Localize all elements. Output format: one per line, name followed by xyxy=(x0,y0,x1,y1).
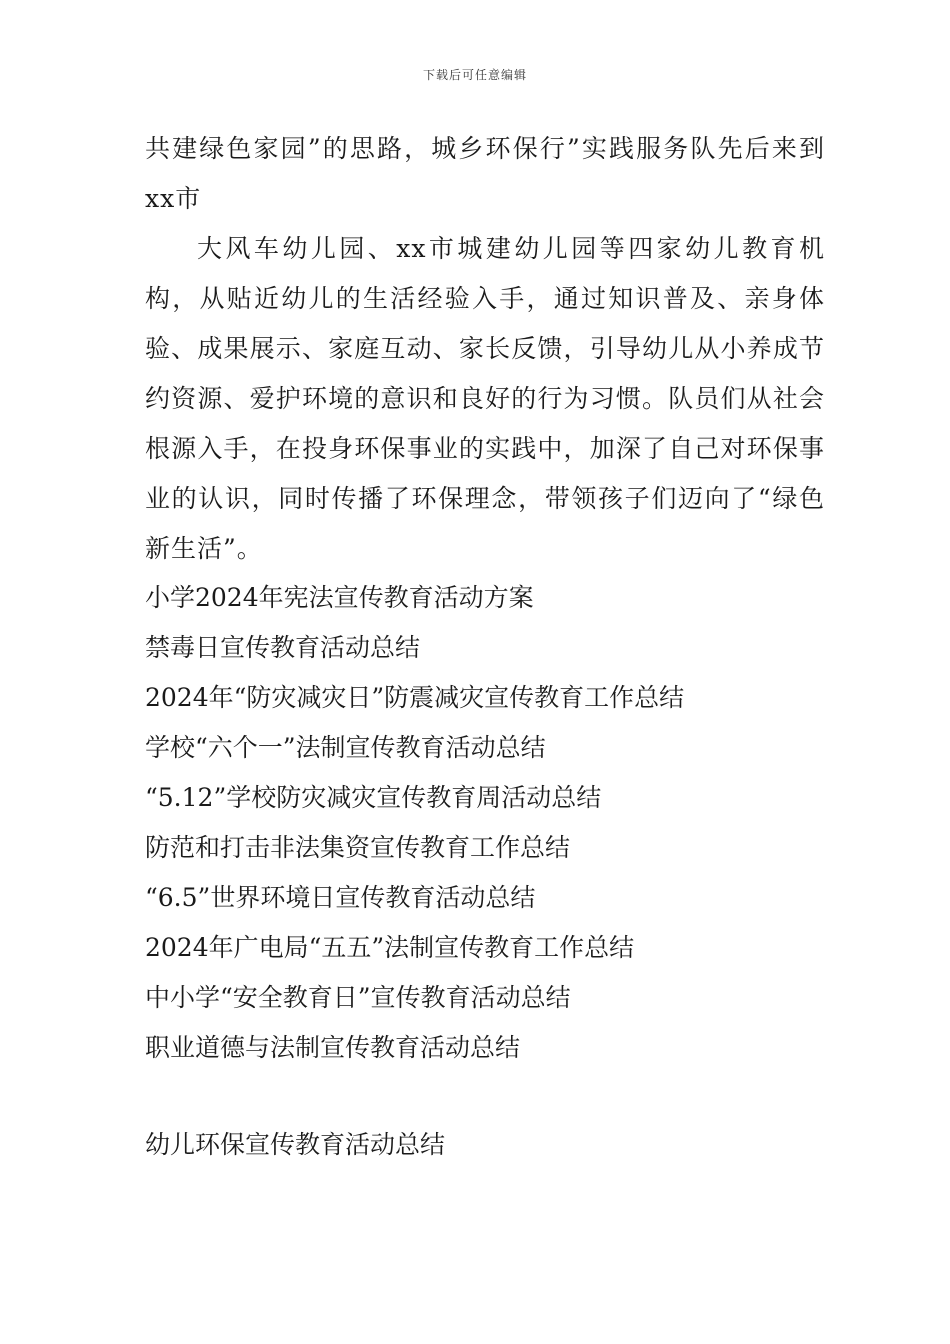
related-link[interactable]: 小学2024年宪法宣传教育活动方案 xyxy=(145,583,534,612)
related-link[interactable]: 学校“六个一”法制宣传教育活动总结 xyxy=(145,733,546,762)
related-link[interactable]: 2024年“防灾减灾日”防震减灾宣传教育工作总结 xyxy=(145,683,685,712)
related-links-list xyxy=(145,573,825,1073)
related-link[interactable]: “6.5”世界环境日宣传教育活动总结 xyxy=(145,883,536,912)
related-link[interactable]: “5.12”学校防灾减灾宣传教育周活动总结 xyxy=(145,783,602,812)
document-title: 幼儿环保宣传教育活动总结 xyxy=(145,1130,446,1159)
paragraph-1: 共建绿色家园”的思路，城乡环保行”实践服务队先后来到xx市 xyxy=(145,134,825,213)
paragraph-2: 大风车幼儿园、xx市城建幼儿园等四家幼儿教育机构，从贴近幼儿的生活经验入手，通过知识普及、亲身体验、成果展示、家庭互动、家长反馈，引导幼儿从小养成节约资源、爱护环境的意识和良好的行为习惯。队员们从社会根源入手，在投身环保事业的实践中，加深了自己对环保事业的认识，同时传播了环保理念，带领孩子们迈向了“绿色新生活”。 xyxy=(145,234,825,563)
related-link[interactable]: 职业道德与法制宣传教育活动总结 xyxy=(145,1033,521,1062)
related-link[interactable]: 禁毒日宣传教育活动总结 xyxy=(145,633,421,662)
related-link[interactable]: 防范和打击非法集资宣传教育工作总结 xyxy=(145,833,571,862)
related-link[interactable]: 2024年广电局“五五”法制宣传教育工作总结 xyxy=(145,933,635,962)
related-link[interactable]: 中小学“安全教育日”宣传教育活动总结 xyxy=(145,983,571,1012)
header-note: 下载后可任意编辑 xyxy=(422,68,527,82)
